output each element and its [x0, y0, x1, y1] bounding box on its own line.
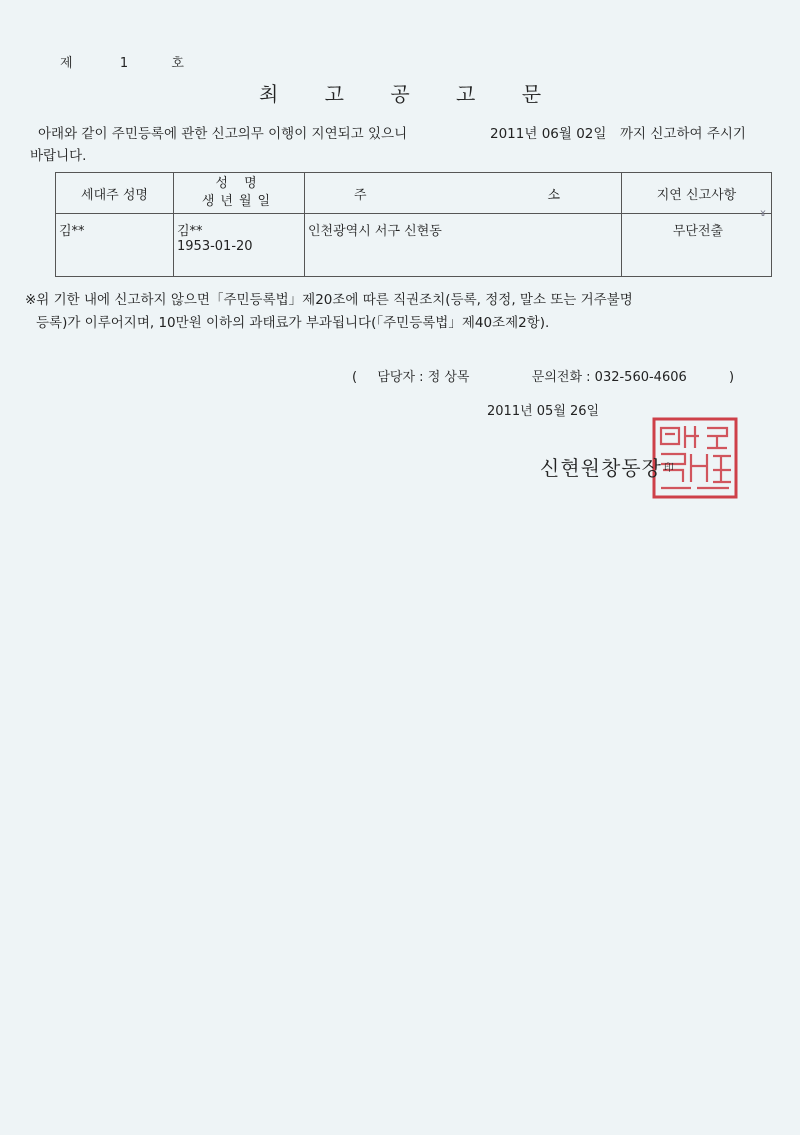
cell-address: 인천광역시 서구 신현동	[305, 214, 622, 277]
header-address	[305, 173, 622, 214]
intro-line-1-tail: 까지 신고하여 주시기	[620, 126, 746, 142]
contact-info	[352, 366, 734, 385]
cell-name: 김**	[177, 224, 203, 239]
office-name: 신현원창동장	[540, 456, 662, 480]
intro-deadline: 2011년 06월 02일	[490, 126, 607, 142]
cell-household-head: 김**	[56, 214, 174, 277]
contact-open-paren: (	[352, 370, 358, 385]
notice-line-1: ※위 기한 내에 신고하지 않으면「주민등록법」제20조에 따른 직권조치(등록, 정정, 말소 또는 거주불명	[25, 292, 633, 308]
contact-close-paren: )	[729, 370, 735, 385]
issue-date: 2011년 05월 26일	[487, 404, 600, 419]
manager-name: 정 상목	[427, 370, 470, 385]
header-name-birth	[174, 173, 305, 214]
header-household-head: 세대주 성명	[56, 173, 174, 214]
page-title: 최 고 공 고 문	[258, 82, 562, 106]
document-number	[60, 52, 185, 71]
doc-number-value: 1	[119, 56, 130, 71]
intro-line-2: 바랍니다.	[30, 148, 87, 164]
doc-number-suffix: 호	[171, 56, 185, 71]
cell-birth: 1953-01-20	[177, 239, 253, 254]
header-address-2: 소	[547, 187, 560, 203]
cell-report: 무단전출	[622, 214, 772, 277]
header-birth: 생년월일	[201, 194, 277, 209]
table-header-row	[56, 173, 772, 214]
header-address-1: 주	[354, 187, 367, 203]
table-row	[56, 214, 772, 277]
seal-mark-char: 印	[663, 463, 675, 474]
intro-line-1: 아래와 같이 주민등록에 관한 신고의무 이행이 지연되고 있으니	[38, 126, 408, 142]
doc-number-label: 제	[60, 56, 74, 71]
header-name: 성 명	[215, 176, 263, 191]
office-signature	[540, 452, 675, 481]
manager-label: 담당자 :	[377, 370, 424, 385]
cell-name-birth	[174, 214, 305, 277]
header-report: 지연 신고사항	[622, 173, 772, 214]
phone-number: 032-560-4606	[594, 370, 687, 385]
notice-line-2: 등록)가 이루어지며, 10만원 이하의 과태료가 부과됩니다(「주민등록법」제40조제2항).	[36, 315, 550, 331]
phone-label: 문의전화 :	[531, 370, 591, 385]
report-table	[55, 172, 772, 277]
stray-mark: ɤ	[760, 208, 766, 219]
